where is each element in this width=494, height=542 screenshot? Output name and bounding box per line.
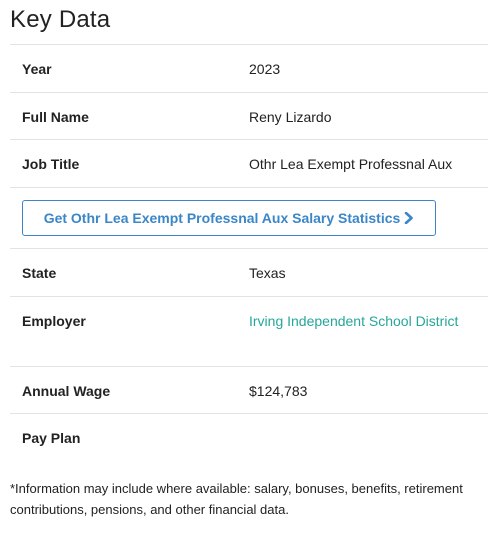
footnote: *Information may include where available: salary, bonuses, benefits, retirement contributions, pensions, and other financial data.	[10, 481, 463, 517]
pay-plan-label: Pay Plan	[22, 430, 81, 446]
salary-statistics-button-label: Get Othr Lea Exempt Professnal Aux Salary Statistics	[43, 210, 401, 226]
row-full-name	[10, 93, 488, 140]
row-pay-plan	[10, 414, 488, 462]
row-annual-wage	[10, 367, 488, 414]
annual-wage-label: Annual Wage	[22, 383, 111, 399]
employer-link[interactable]: Irving Independent School District	[249, 313, 459, 329]
key-data-table	[10, 44, 488, 462]
row-year	[10, 45, 488, 93]
chevron-right-icon	[404, 212, 414, 224]
annual-wage-value: $124,783	[249, 383, 308, 399]
salary-statistics-button[interactable]	[22, 200, 436, 236]
full-name-label: Full Name	[22, 109, 89, 125]
salary-button-row	[10, 188, 488, 249]
job-title-value: Othr Lea Exempt Professnal Aux	[249, 156, 453, 172]
row-employer	[10, 297, 488, 367]
full-name-value: Reny Lizardo	[249, 109, 332, 125]
row-job-title	[10, 140, 488, 188]
job-title-label: Job Title	[22, 156, 80, 172]
state-value: Texas	[249, 265, 286, 281]
row-state	[10, 249, 488, 297]
year-label: Year	[22, 61, 52, 77]
employer-label: Employer	[22, 313, 86, 329]
state-label: State	[22, 265, 57, 281]
year-value: 2023	[249, 61, 281, 77]
section-title: Key Data	[10, 6, 111, 33]
